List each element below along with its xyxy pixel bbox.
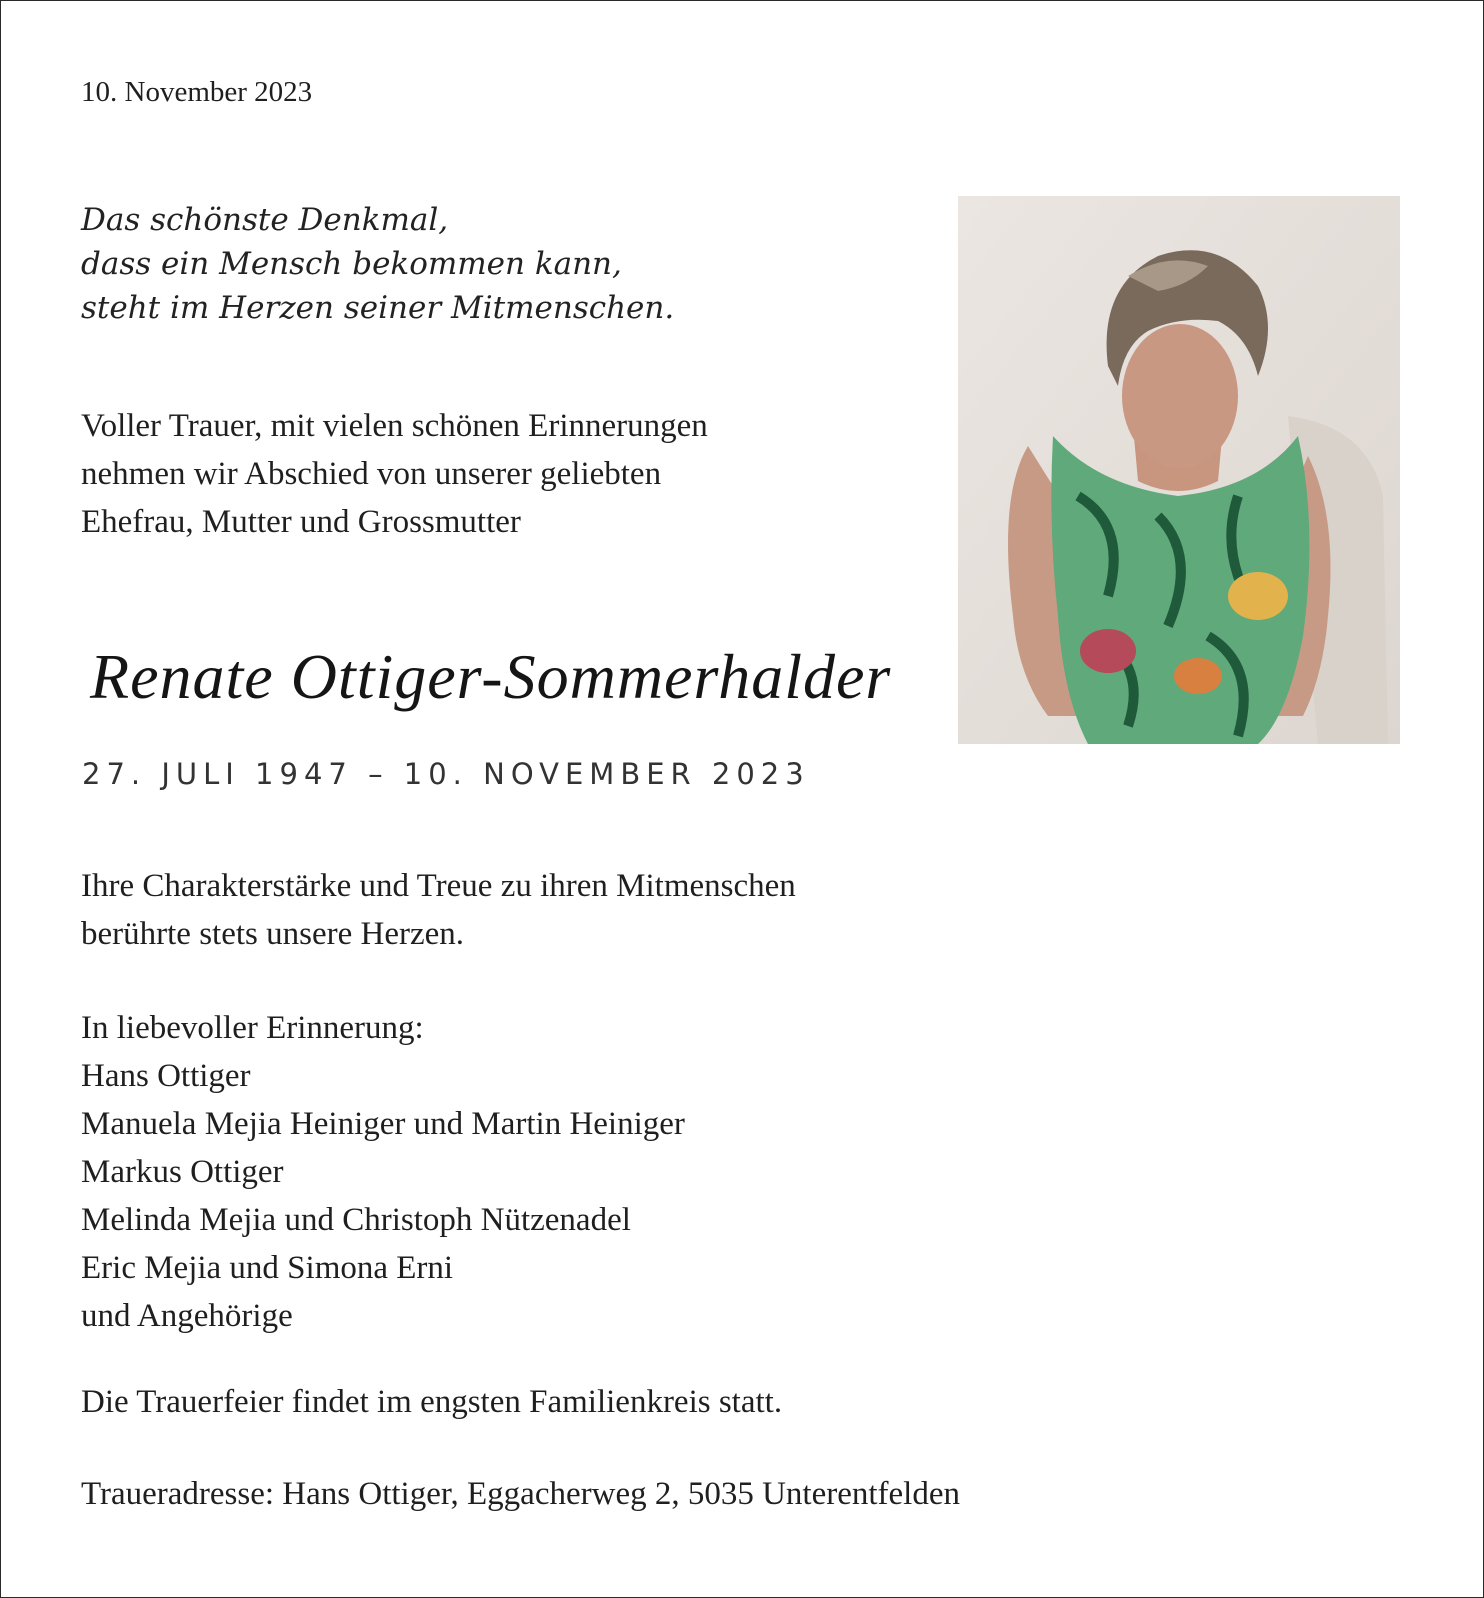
tribute-line: berührte stets unsere Herzen. xyxy=(81,916,464,952)
mourning-address: Traueradresse: Hans Ottiger, Eggacherweg 2, 5035 Unterentfelden xyxy=(81,1476,960,1512)
intro-line: Ehefrau, Mutter und Grossmutter xyxy=(81,504,521,540)
portrait-photo xyxy=(958,196,1400,744)
mourner-name: Manuela Mejia Heiniger und Martin Heiniger xyxy=(81,1106,685,1142)
portrait-illustration xyxy=(958,196,1400,744)
mourner-name: Melinda Mejia und Christoph Nützenadel xyxy=(81,1202,631,1238)
deceased-name: Renate Ottiger-Sommerhalder xyxy=(90,641,892,712)
memorial-quote xyxy=(81,198,674,330)
quote-line: dass ein Mensch bekommen kann, xyxy=(81,246,622,282)
ceremony-note: Die Trauerfeier findet im engsten Familienkreis statt. xyxy=(81,1384,783,1420)
mourners-heading: In liebevoller Erinnerung: xyxy=(81,1010,424,1046)
tribute-line: Ihre Charakterstärke und Treue zu ihren Mitmenschen xyxy=(81,868,796,904)
quote-line: Das schönste Denkmal, xyxy=(81,202,449,238)
notice-date: 10. November 2023 xyxy=(81,76,313,108)
intro-line: Voller Trauer, mit vielen schönen Erinnerungen xyxy=(81,408,708,444)
mourner-name: Eric Mejia und Simona Erni xyxy=(81,1250,454,1286)
mourner-name: Markus Ottiger xyxy=(81,1154,284,1190)
intro-text xyxy=(81,402,708,546)
tribute-text xyxy=(81,862,796,958)
intro-line: nehmen wir Abschied von unserer geliebten xyxy=(81,456,662,492)
life-dates: 27. JULI 1947 – 10. NOVEMBER 2023 xyxy=(82,757,810,791)
mourners-list xyxy=(81,1004,685,1340)
quote-line: steht im Herzen seiner Mitmenschen. xyxy=(81,290,675,326)
mourner-name: Hans Ottiger xyxy=(81,1058,251,1094)
mourner-name: und Angehörige xyxy=(81,1298,293,1334)
